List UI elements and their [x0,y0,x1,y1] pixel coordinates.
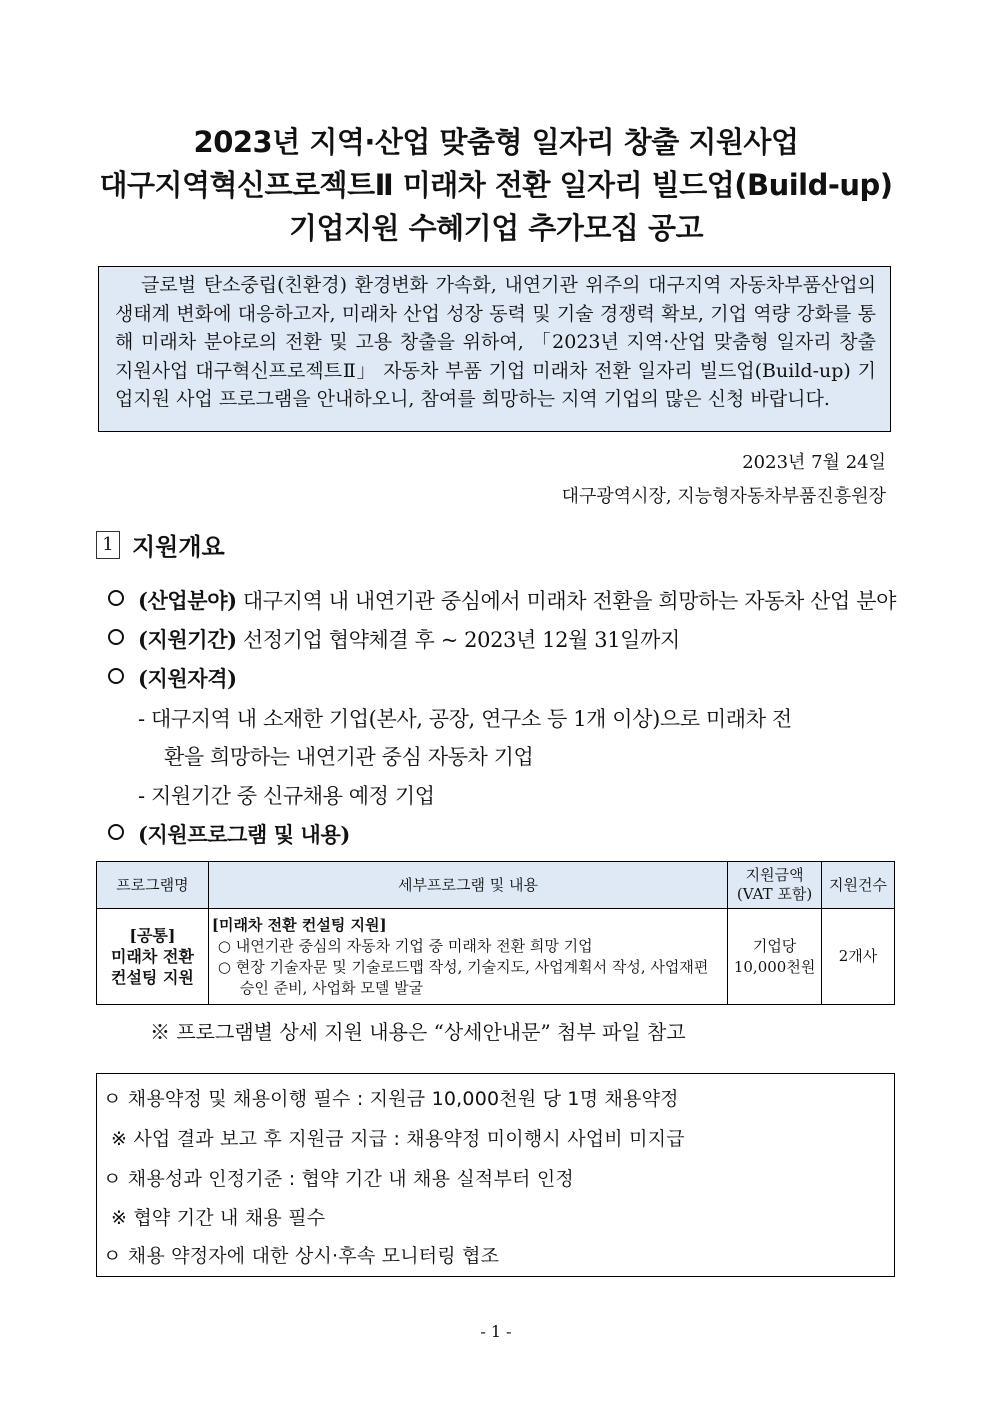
qualification-2: - 지원기간 중 신규채용 예정 기업 [138,784,435,808]
bullet-industry [108,585,896,615]
header-detail: 세부프로그램 및 내용 [208,862,727,909]
program-label: (지원프로그램 및 내용) [138,822,350,847]
program-name-cell: [공통] 미래차 전환 컨설팅 지원 [97,909,209,1005]
title-line-3: 기업지원 수혜기업 추가모집 공고 [289,211,703,245]
detail-item: ○ 현장 기술자문 및 기술로드맵 작성, 기술지도, 사업계획서 작성, 사업재편 승인 준비, 사업화 모델 발굴 [217,957,709,997]
page-number: - 1 - [480,1322,512,1341]
section-heading [96,527,225,562]
bullet-qualification [108,663,237,693]
section-number: 1 [96,531,120,559]
circle-bullet-icon [108,668,124,684]
intro-box: 글로벌 탄소중립(친환경) 환경변화 가속화, 내연기관 위주의 대구지역 자동차부품산업의 생태계 변화에 대응하고자, 미래차 산업 성장 동력 및 기술 경쟁력 확보, 기업 역량 강화를 통해 미래차 분야로의 전환 및 고용 창출을 위하여, 「2023년 지역·산업 맞춤형 일자리 창출 지원사업 대구혁신프로젝트Ⅱ」 자동차 부품 기업 미래차 전환 일자리 빌드업(Build-up) 기업지원 사업 프로그램을 안내하오니, 참여를 희망하는 지역 기업의 많은 신청 바랍니다. [98,266,891,432]
header-program-name: 프로그램명 [97,862,209,909]
period-label: (지원기간) [138,627,237,652]
detail-title: [미래차 전환 컨설팅 지원] [211,915,387,934]
amount-cell: 기업당 10,000천원 [728,909,822,1005]
notice-date: 2023년 7월 24일 [742,452,886,473]
header-count: 지원건수 [822,862,895,909]
section-title: 지원개요 [132,533,225,561]
detail-item: ○ 내연기관 중심의 자동차 기업 중 미래차 전환 희망 기업 [217,936,593,955]
qualification-1a: - 대구지역 내 소재한 기업(본사, 공장, 연구소 등 1개 이상)으로 미래차 전 [138,707,792,731]
bullet-program [108,819,350,849]
circle-bullet-icon [108,824,124,840]
qualification-1b: 환을 희망하는 내연기관 중심 자동차 기업 [164,745,534,769]
circle-bullet-icon [108,590,124,606]
industry-text: 대구지역 내 내연기관 중심에서 미래차 전환을 희망하는 자동차 산업 분야 [242,589,896,613]
table-header-row [97,862,895,909]
bullet-period [108,624,680,654]
industry-label: (산업분야) [138,588,237,613]
program-detail-cell [208,909,727,1005]
employment-requirements-box [96,1073,895,1277]
requirement-line: ㅇ 채용성과 인정기준 : 협약 기간 내 채용 실적부터 인정 [103,1168,574,1190]
reference-note: ※ 프로그램별 상세 지원 내용은 “상세안내문” 첨부 파일 참고 [150,1020,686,1044]
table-row [97,909,895,1005]
count-cell: 2개사 [822,909,895,1005]
qualification-label: (지원자격) [138,666,237,691]
issuer: 대구광역시장, 지능형자동차부품진흥원장 [561,486,886,507]
requirement-note: ※ 협약 기간 내 채용 필수 [111,1207,326,1229]
title-line-2: 대구지역혁신프로젝트Ⅱ 미래차 전환 일자리 빌드업(Build-up) [99,168,893,202]
requirement-note: ※ 사업 결과 보고 후 지원금 지급 : 채용약정 미이행시 사업비 미지급 [111,1128,685,1150]
title-line-1: 2023년 지역·산업 맞춤형 일자리 창출 지원사업 [193,125,799,159]
program-table [96,861,895,1005]
header-amount: 지원금액 (VAT 포함) [728,862,822,909]
period-text: 선정기업 협약체결 후 ~ 2023년 12월 31일까지 [242,628,680,652]
requirement-line: ㅇ 채용약정 및 채용이행 필수 : 지원금 10,000천원 당 1명 채용약정 [103,1088,679,1110]
circle-bullet-icon [108,629,124,645]
requirement-line: ㅇ 채용 약정자에 대한 상시·후속 모니터링 협조 [103,1245,500,1267]
